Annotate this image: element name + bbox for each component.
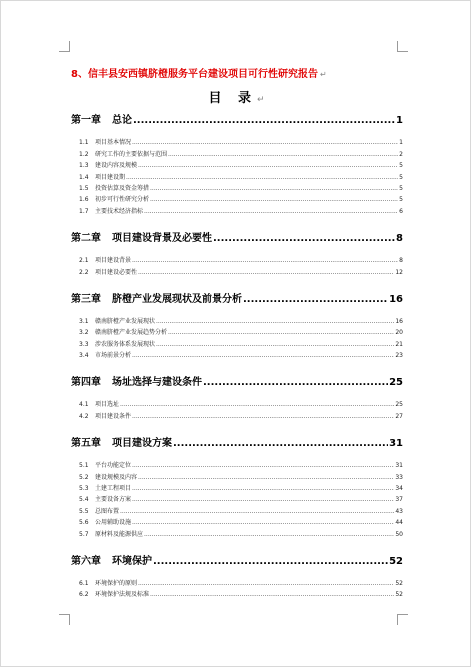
dot-leader [138,269,394,276]
section-number: 1.7 [79,207,89,215]
section-number: 5.3 [79,485,89,493]
section-number: 5.7 [79,530,89,538]
section-heading [79,517,131,526]
section-number: 5.4 [79,496,89,504]
dot-leader [144,531,394,538]
toc-section-entry[interactable] [71,492,403,503]
dot-leader [126,174,398,181]
chapter-title: 环境保护 [112,555,152,567]
dot-leader [132,257,398,264]
dot-leader [153,556,388,567]
section-heading [79,339,155,348]
section-page-number: 34 [395,485,403,493]
chapter-title: 场址选择与建设条件 [112,377,202,389]
section-title: 建设内容及规模 [95,162,138,170]
section-title: 建设规模及内容 [95,473,138,481]
dot-leader [132,413,394,420]
section-heading [79,183,149,192]
chapter-title: 脐橙产业发展现状及前景分析 [112,293,242,305]
toc-chapter-entry[interactable] [71,371,403,388]
chapter-number: 第三章 [71,293,101,305]
chapter-heading [71,290,242,305]
section-page-number: 44 [395,519,403,527]
toc-section-entry[interactable] [71,253,403,264]
toc-section-entry[interactable] [71,135,403,146]
section-title: 环境保护的原则 [95,579,138,587]
section-heading [79,267,137,276]
section-title: 原材料及能源供应 [95,530,144,538]
section-heading [79,460,131,469]
section-heading [79,327,167,336]
crop-mark-bottom-left [59,614,70,625]
chapter-heading [71,373,202,388]
section-title: 土建工程项目 [95,485,132,493]
dot-leader [150,591,394,598]
section-number: 3.1 [79,317,89,325]
chapter-number: 第六章 [71,555,101,567]
chapter-page-number: 8 [396,232,403,244]
table-of-contents [71,109,403,598]
dot-leader [150,196,398,203]
section-heading [79,160,137,169]
dot-leader [132,485,394,492]
crop-mark-bottom-right [397,614,408,625]
toc-section-entry[interactable] [71,515,403,526]
section-title: 项目建设背景 [95,257,132,265]
toc-section-entry[interactable] [71,481,403,492]
section-page-number: 50 [395,530,403,538]
section-page-number: 52 [395,579,403,587]
section-number: 5.2 [79,473,89,481]
toc-section-entry[interactable] [71,336,403,347]
dot-leader [243,294,388,305]
toc-chapter-entry[interactable] [71,550,403,567]
crop-mark-top-left [59,41,70,52]
section-heading [79,494,131,503]
dot-leader [132,519,394,526]
section-title: 项目基本情况 [95,139,132,147]
toc-section-entry[interactable] [71,587,403,598]
section-number: 3.3 [79,340,89,348]
toc-heading [1,87,471,106]
section-heading [79,194,149,203]
section-page-number: 27 [395,412,403,420]
dot-leader [120,401,394,408]
section-title: 项目选址 [95,401,120,409]
toc-section-entry[interactable] [71,158,403,169]
section-number: 1.3 [79,162,89,170]
toc-heading-text: 目 录 [208,91,257,106]
toc-section-entry[interactable] [71,181,403,192]
dot-leader [156,318,394,325]
section-title: 平台功能定位 [95,462,132,470]
dot-leader [132,352,394,359]
section-title: 研究工作的主要依据与范围 [95,150,168,158]
chapter-page-number: 31 [389,437,403,449]
chapter-page-number: 52 [389,555,403,567]
toc-section-entry[interactable] [71,169,403,180]
section-page-number: 12 [395,268,403,276]
section-number: 6.1 [79,579,89,587]
section-number: 5.6 [79,519,89,527]
chapter-heading [71,111,132,126]
dot-leader [132,496,394,503]
chapter-number: 第五章 [71,437,101,449]
toc-section-entry[interactable] [71,458,403,469]
section-heading [79,399,119,408]
section-heading [79,172,125,181]
section-heading [79,483,131,492]
section-title: 初步可行性研究分析 [95,196,150,204]
dot-leader [144,208,398,215]
section-page-number: 5 [399,184,403,192]
section-number: 5.1 [79,462,89,470]
section-page-number: 23 [395,352,403,360]
section-number: 3.2 [79,329,89,337]
chapter-title: 项目建设背景及必要性 [112,232,212,244]
chapter-heading [71,434,172,449]
section-title: 投资估算及资金筹措 [95,184,150,192]
section-number: 1.4 [79,173,89,181]
report-title [71,65,411,80]
section-page-number: 1 [399,139,403,147]
chapter-page-number: 1 [396,115,403,126]
section-title: 主要技术经济指标 [95,207,144,215]
section-page-number: 43 [395,507,403,515]
dot-leader [203,377,388,388]
section-heading [79,316,155,325]
section-page-number: 5 [399,173,403,181]
toc-section-entry[interactable] [71,348,403,359]
chapter-number: 第四章 [71,377,101,389]
toc-section-entry[interactable] [71,526,403,537]
section-title: 赣南脐橙产业发展现状 [95,317,156,325]
toc-section-entry[interactable] [71,503,403,514]
section-title: 项目建设必要性 [95,268,138,276]
toc-chapter-entry[interactable] [71,109,403,126]
section-title: 项目建设期 [95,173,126,181]
section-number: 4.1 [79,401,89,409]
chapter-number: 第一章 [71,115,101,126]
section-title: 环境保护法规及标准 [95,591,150,599]
toc-section-entry[interactable] [71,264,403,275]
section-number: 3.4 [79,352,89,360]
section-page-number: 37 [395,496,403,504]
section-heading [79,255,131,264]
dot-leader [150,185,398,192]
section-title: 赣南脐橙产业发展趋势分析 [95,329,168,337]
section-title: 公用辅助设施 [95,519,132,527]
section-heading [79,529,143,538]
dot-leader [138,474,394,481]
toc-section-entry[interactable] [71,576,403,587]
dot-leader [173,438,388,449]
chapter-title: 总论 [112,115,132,126]
dot-leader [168,151,398,158]
dot-leader [168,329,394,336]
chapter-heading [71,552,152,567]
section-heading [79,137,131,146]
section-page-number: 5 [399,162,403,170]
section-number: 2.2 [79,268,89,276]
dot-leader [120,508,394,515]
section-number: 1.6 [79,196,89,204]
section-page-number: 33 [395,473,403,481]
dot-leader [156,341,394,348]
section-title: 总图布置 [95,507,120,515]
toc-section-entry[interactable] [71,146,403,157]
toc-chapter-entry[interactable] [71,288,403,305]
section-number: 1.2 [79,150,89,158]
section-page-number: 31 [395,462,403,470]
section-title: 主要设备方案 [95,496,132,504]
dot-leader [213,233,395,244]
section-title: 涉农服务体系发展现状 [95,340,156,348]
toc-section-entry[interactable] [71,203,403,214]
section-title: 市场前景分析 [95,352,132,360]
section-number: 2.1 [79,257,89,265]
toc-section-entry[interactable] [71,192,403,203]
section-heading [79,472,137,481]
section-page-number: 52 [395,591,403,599]
dot-leader [132,462,394,469]
toc-section-entry[interactable] [71,397,403,408]
crop-mark-top-right [397,41,408,52]
chapter-page-number: 16 [389,293,403,305]
paragraph-mark-icon: ↵ [319,70,327,79]
section-heading [79,589,149,598]
section-title: 项目建设条件 [95,412,132,420]
dot-leader [133,115,395,126]
section-heading [79,350,131,359]
section-page-number: 21 [395,340,403,348]
dot-leader [138,162,398,169]
toc-section-entry[interactable] [71,469,403,480]
section-heading [79,506,119,515]
section-page-number: 6 [399,207,403,215]
toc-section-entry[interactable] [71,408,403,419]
section-number: 5.5 [79,507,89,515]
section-number: 1.5 [79,184,89,192]
toc-chapter-entry[interactable] [71,227,403,244]
section-page-number: 16 [395,317,403,325]
section-heading [79,206,143,215]
toc-section-entry[interactable] [71,314,403,325]
chapter-heading [71,229,212,244]
section-page-number: 25 [395,401,403,409]
paragraph-mark-icon: ↵ [256,95,265,105]
section-number: 6.2 [79,591,89,599]
section-page-number: 5 [399,196,403,204]
section-page-number: 8 [399,257,403,265]
section-number: 1.1 [79,139,89,147]
toc-chapter-entry[interactable] [71,432,403,449]
section-page-number: 20 [395,329,403,337]
dot-leader [132,139,398,146]
report-title-text: 8、信丰县安西镇脐橙服务平台建设项目可行性研究报告 [71,69,318,80]
toc-section-entry[interactable] [71,325,403,336]
section-heading [79,411,131,420]
section-heading [79,149,167,158]
chapter-title: 项目建设方案 [112,437,172,449]
section-page-number: 2 [399,150,403,158]
chapter-number: 第二章 [71,232,101,244]
chapter-page-number: 25 [389,377,403,389]
section-heading [79,578,137,587]
dot-leader [138,580,394,587]
section-number: 4.2 [79,412,89,420]
